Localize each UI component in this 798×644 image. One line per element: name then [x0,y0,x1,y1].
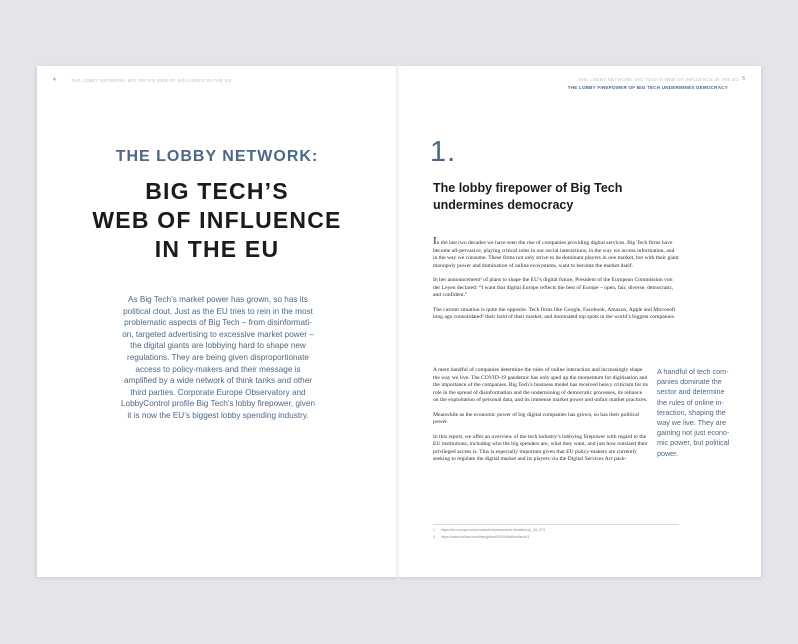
title-line: IN THE EU [154,236,280,262]
footnote [433,528,545,532]
pull-quote-line: way we live. They are [657,418,726,428]
intro-line: regulations. They are being given disproportionate [127,352,309,362]
intro-line: political clout. Just as the EU tries to rein in the most [123,306,313,316]
pull-quote-line: power. [657,448,679,458]
footnote-link[interactable]: https://www.forbes.com/lists/global2000/#5a8fcc5ac4c3 [441,535,530,539]
body-text-bottom [433,367,648,471]
pull-quote-line: sector and determine [657,387,725,397]
paragraph: A mere handful of companies determine the rules of online interaction and increasingly shape the way we live. The COVID-19 pandemic has only sped up the momentum for digitisation and the importance of the companies. Big Tech’s business model has received heavy criticism for its role in the spread of disinformation and the undermining of democratic processes, its reliance on the exploitation of personal data, and its immense market power and unfair market practices. [433,367,648,403]
intro-text [109,294,327,422]
intro-line: access to policy-makers and their message is [135,364,301,374]
intro-line: third parties. Corporate Europe Observatory and [130,387,306,397]
pull-quote-line: gaining not just econo- [657,428,730,438]
page-number-right: 5 [742,76,745,82]
pull-quote-line: the rules of online in- [657,397,724,407]
section-head: THE LOBBY FIREPOWER OF BIG TECH UNDERMINES DEMOCRACY [567,85,728,90]
body-text-top [433,235,679,329]
intro-line: problematic aspects of Big Tech – from disinformati- [124,318,312,328]
footnote-link[interactable]: https://ec.europa.eu/commission/presscorner/detail/en/ip_20_273 [441,528,546,532]
title-line: BIG TECH’S [145,178,289,204]
footnote-divider [433,524,679,525]
intro-line: amplified by a wide network of think tanks and other [124,376,312,386]
chapter-number: 1. [430,136,457,168]
running-head-left: THE LOBBY NETWORK: BIG TECH'S WEB OF INFLUENCE IN THE EU [71,78,232,83]
page-title [37,177,397,264]
intro-line: LobbyControl profile Big Tech’s lobby firepower, given [120,399,316,409]
pull-quote-line: A handful of tech com- [657,367,729,376]
pull-quote [657,367,745,459]
title-kicker: THE LOBBY NETWORK: [115,148,319,165]
running-head-right: THE LOBBY NETWORK: BIG TECH'S WEB OF INFLUENCE IN THE EU [578,77,739,82]
chapter-title-line: undermines democracy [433,198,574,212]
paragraph: In this report, we offer an overview of the tech industry’s lobbying firepower with regard to the EU institutions, including who the big spenders are, what they want, and just how outsized their privileged access is. This is especially important given that EU policy-makers are currently seeking to regulate the digital market and its players via the Digital Services Act pack- [433,433,648,462]
intro-line: As Big Tech’s market power has grown, so has its [128,295,308,304]
paragraph: In the last two decades we have seen the rise of companies providing digital services. Big Tech firms have become all-pervasive, playing critical roles in our social interactions, in the way we access information, and in the way we consume. These firms not only strive to be dominant players in one market, but with their giant monopoly power and domination of online ecosystems, want to become the market itself. [433,235,679,269]
footnote-number: 2 [433,535,435,539]
chapter-title-line: The lobby firepower of Big Tech [433,181,623,195]
page-number-left: 4 [53,77,56,83]
pull-quote-line: teraction, shaping the [657,407,726,417]
drop-cap: I [433,235,437,247]
footnote [433,535,529,539]
chapter-title [433,180,622,214]
right-page [399,66,761,577]
paragraph: The current situation is quite the opposite. Tech firms like Google, Facebook, Amazon, Apple and Microsoft long ago consolidated² their hold of their market, and dominated top spots in the world’s biggest companies. [433,306,676,320]
paragraph: In her announcement¹ of plans to shape the EU’s digital future, President of the European Commission von der Leyen declared: “I want that digital Europe reflects the best of Europe – open, fair, diverse, democratic, and confident.” [433,277,674,298]
paragraph: Meanwhile as the economic power of big digital companies has grown, so has their political power. [433,411,640,425]
pull-quote-line: mic power, but political [657,438,730,448]
left-page [37,66,397,577]
footnote-number: 1 [433,528,435,532]
intro-line: on, targeted advertising to excessive market power – [122,329,314,339]
intro-line: it is now the EU’s biggest lobby spending industry. [127,410,309,420]
title-line: WEB OF INFLUENCE [92,207,342,233]
intro-line: the digital giants are lobbying hard to shape new [130,341,306,351]
pull-quote-line: panies dominate the [657,377,722,387]
